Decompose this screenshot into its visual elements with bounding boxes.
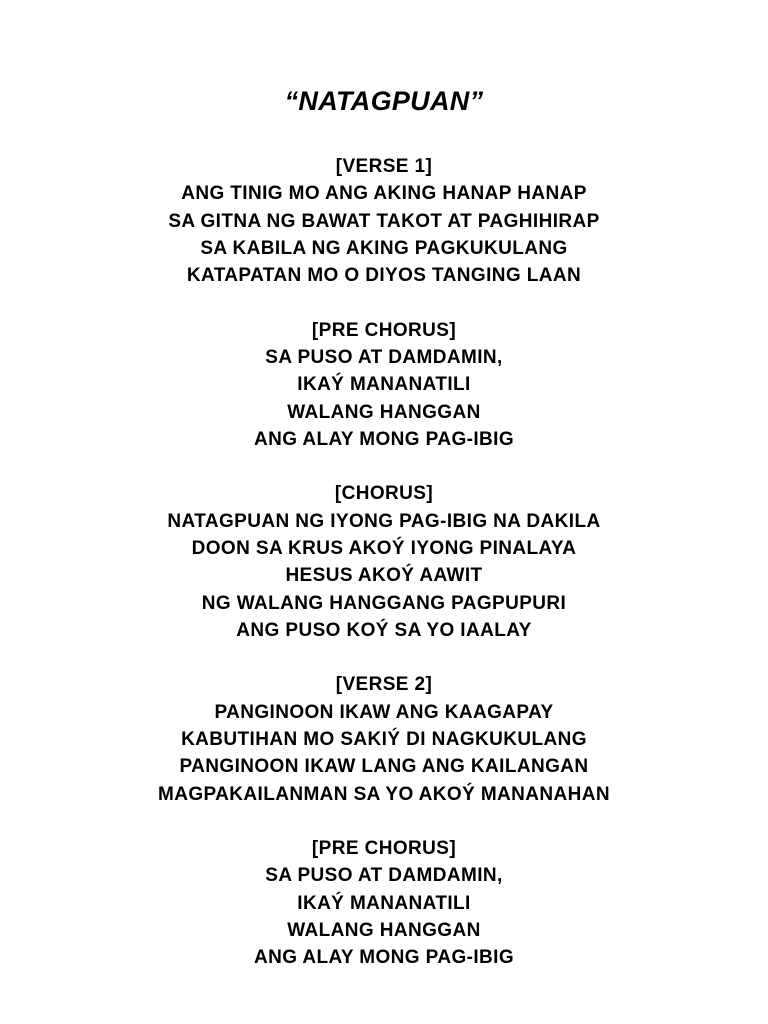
lyric-line: ANG TINIG MO ANG AKING HANAP HANAP [181, 183, 587, 205]
section-heading: [VERSE 2] [335, 674, 433, 696]
lyric-line: PANGINOON IKAW LANG ANG KAILANGAN [179, 756, 589, 778]
section-heading: [PRE CHORUS] [311, 837, 457, 859]
lyric-line: PANGINOON IKAW ANG KAAGAPAY [214, 701, 554, 723]
lyric-line: KATAPATAN MO O DIYOS TANGING LAAN [186, 265, 582, 287]
section-heading: [PRE CHORUS] [311, 319, 457, 341]
lyric-line: SA PUSO AT DAMDAMIN, [265, 346, 503, 368]
section-verse-2 [0, 671, 768, 807]
lyric-line: IKAÝ MANANATILI [297, 374, 471, 396]
lyric-line: SA GITNA NG BAWAT TAKOT AT PAGHIHIRAP [168, 210, 600, 232]
lyrics-body [0, 153, 768, 999]
section-pre-chorus-1 [0, 317, 768, 453]
lyric-line: MAGPAKAILANMAN SA YO AKOÝ MANANAHAN [157, 783, 611, 805]
lyric-line: SA KABILA NG AKING PAGKUKULANG [200, 237, 568, 259]
section-verse-1 [0, 153, 768, 289]
lyric-line: ANG PUSO KOÝ SA YO IAALAY [236, 619, 532, 641]
lyric-line: NATAGPUAN NG IYONG PAG-IBIG NA DAKILA [167, 510, 601, 532]
section-heading: [VERSE 1] [335, 156, 433, 177]
section-pre-chorus-2 [0, 835, 768, 971]
lyric-line: IKAÝ MANANATILI [297, 892, 471, 914]
section-heading: [CHORUS] [334, 483, 434, 505]
lyric-line: SA PUSO AT DAMDAMIN, [265, 865, 503, 887]
lyric-line: WALANG HANGGAN [287, 919, 481, 941]
section-chorus [0, 480, 768, 644]
lyric-line: NG WALANG HANGGANG PAGPUPURI [201, 592, 567, 614]
lyric-line: ANG ALAY MONG PAG-IBIG [253, 428, 515, 450]
lyric-line: ANG ALAY MONG PAG-IBIG [253, 947, 515, 969]
lyric-line: HESUS AKOÝ AAWIT [285, 565, 483, 587]
lyric-line: DOON SA KRUS AKOÝ IYONG PINALAYA [191, 537, 577, 559]
song-title: “NATAGPUAN” [284, 86, 484, 116]
lyric-line: WALANG HANGGAN [287, 401, 481, 423]
lyric-line: KABUTIHAN MO SAKIÝ DI NAGKUKULANG [181, 728, 587, 750]
